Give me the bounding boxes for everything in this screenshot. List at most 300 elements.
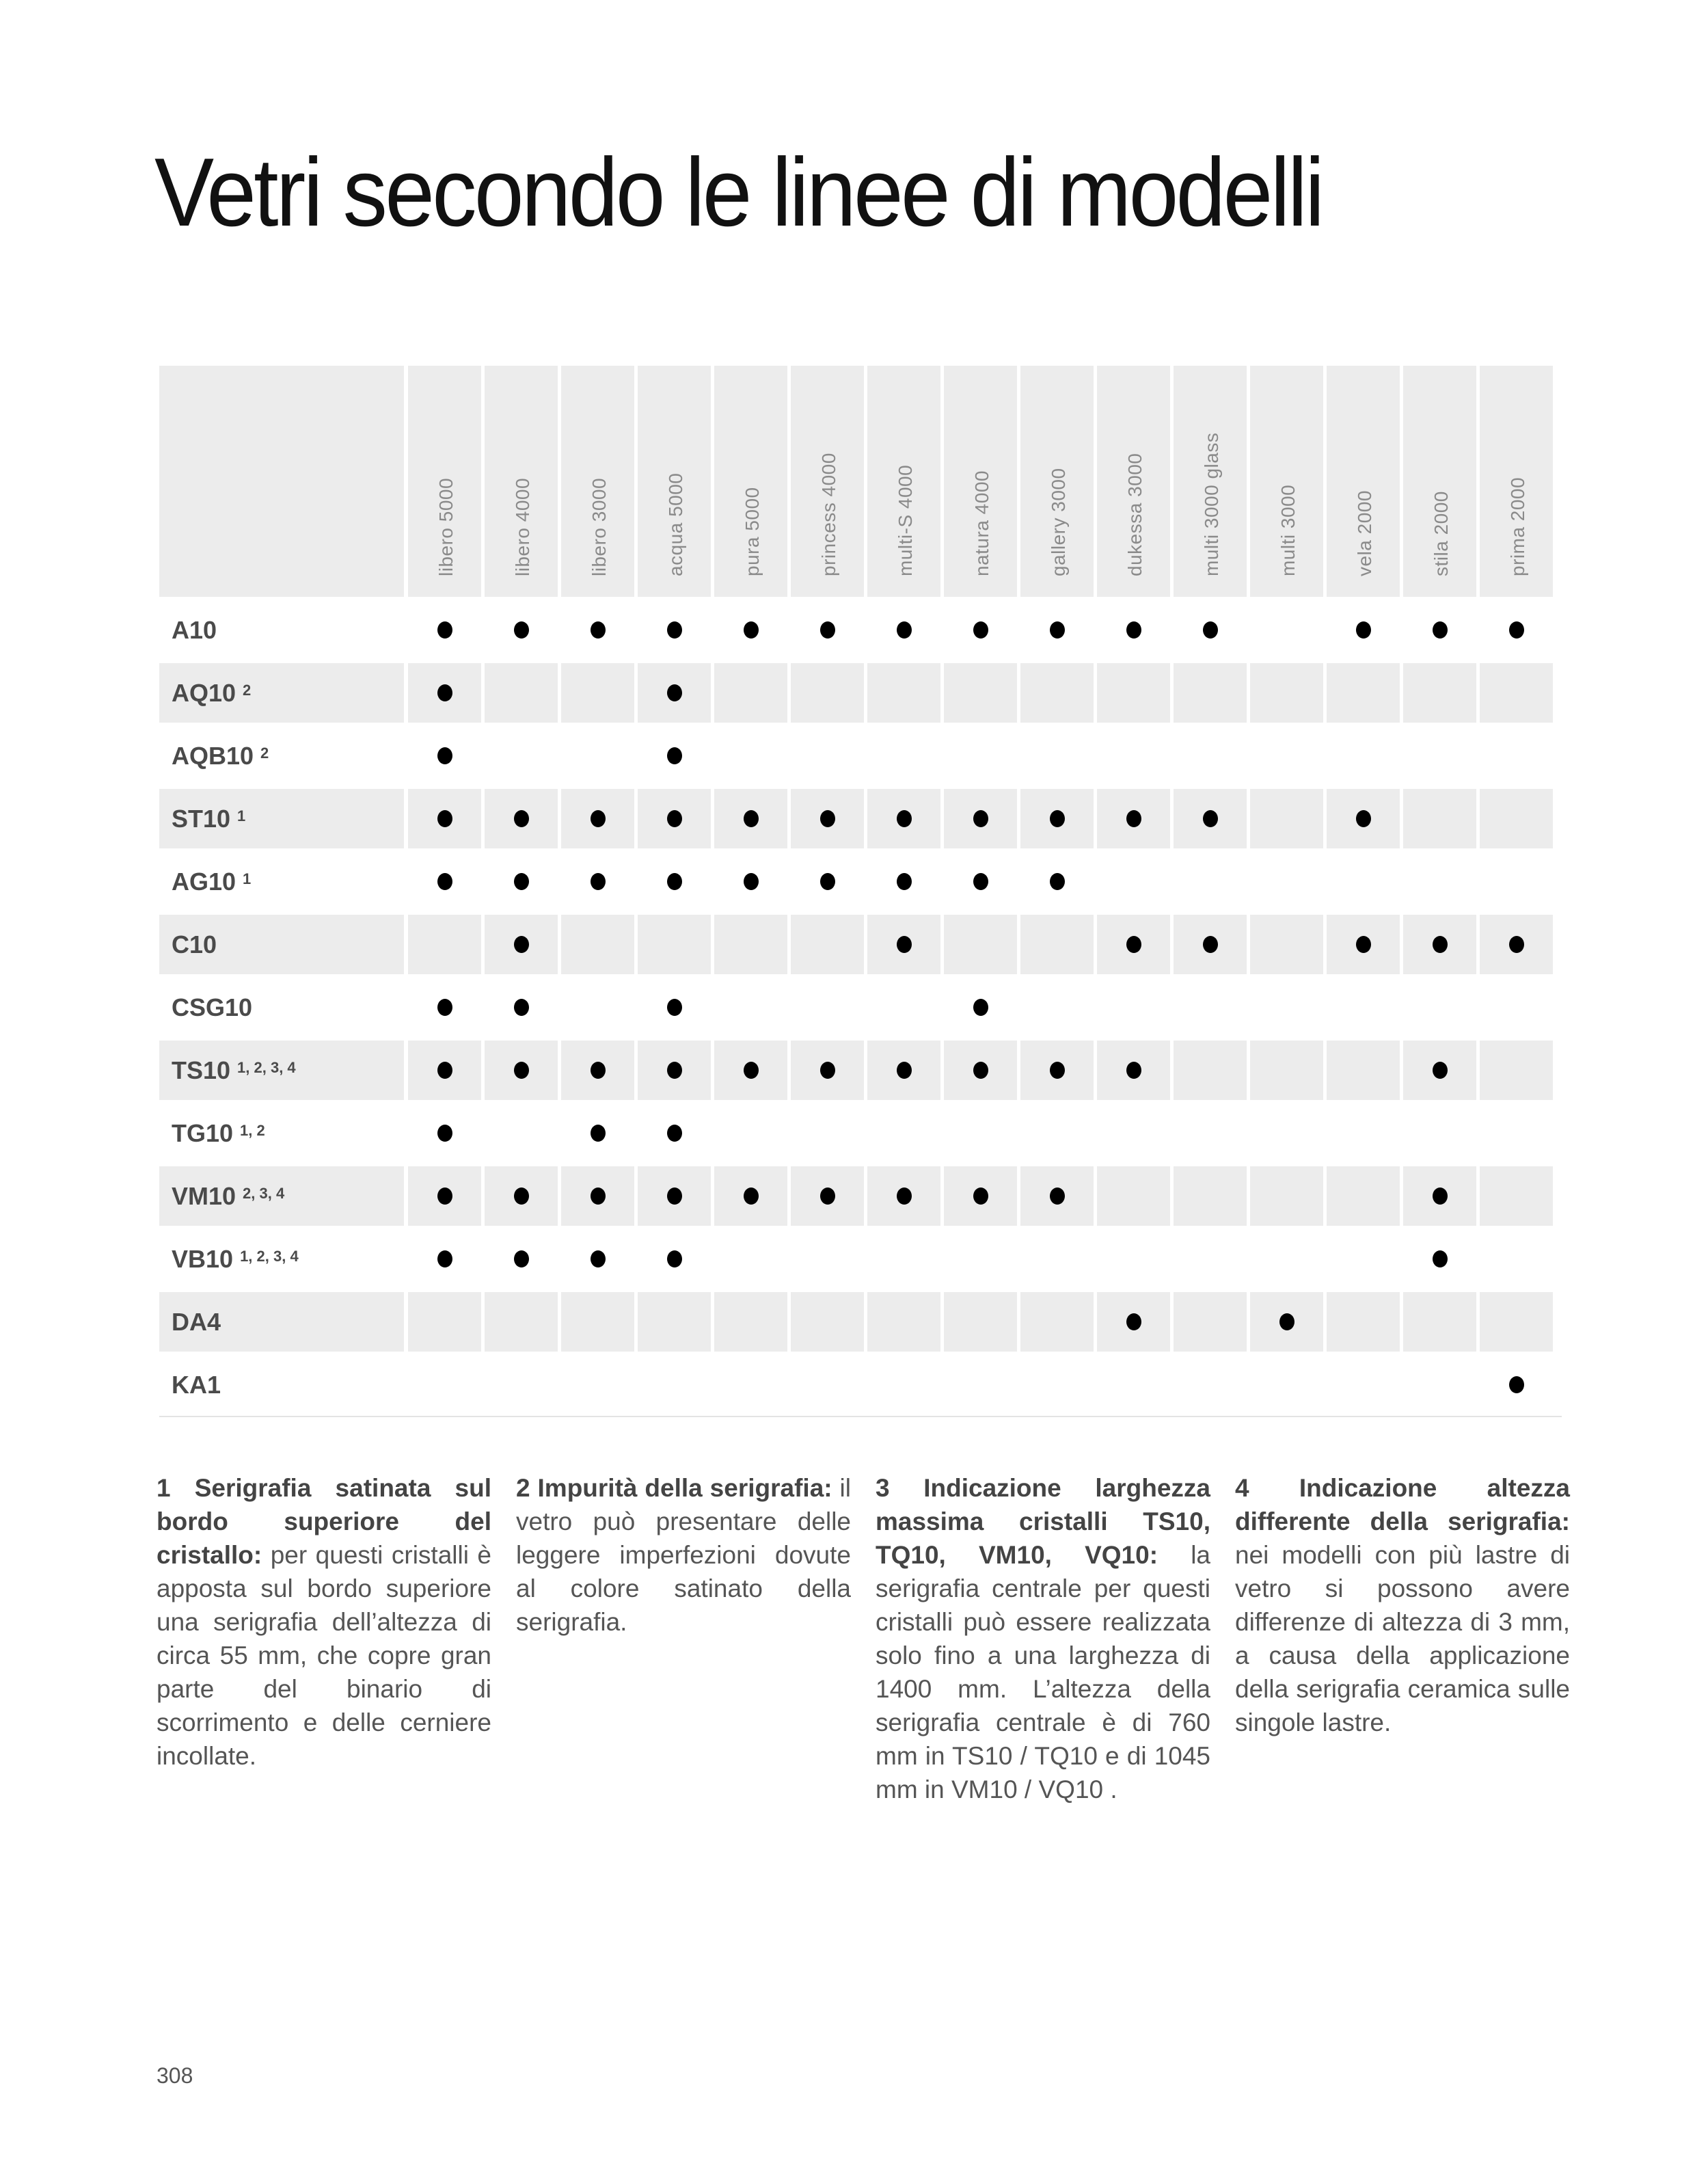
- availability-dot-icon: [667, 810, 682, 827]
- table-cell: [867, 1229, 940, 1289]
- table-cell: [638, 978, 711, 1037]
- table-cell: [1174, 978, 1247, 1037]
- table-cell: [1174, 663, 1247, 723]
- availability-dot-icon: [1050, 621, 1065, 639]
- table-cell: [1327, 663, 1400, 723]
- table-cell: [1174, 915, 1247, 974]
- footnote-ref: 1, 2, 3, 4: [237, 1058, 296, 1076]
- table-cell: [1020, 1292, 1094, 1352]
- availability-dot-icon: [820, 810, 835, 827]
- footnote-heading: 2 Impurità della serigrafia:: [516, 1474, 832, 1502]
- glass-type-name: AQB10: [172, 741, 254, 770]
- table-cell: [1480, 1229, 1553, 1289]
- table-cell: [867, 978, 940, 1037]
- table-cell: [1250, 978, 1323, 1037]
- table-cell: [408, 852, 481, 911]
- availability-dot-icon: [1050, 810, 1065, 827]
- table-cell: [408, 1229, 481, 1289]
- table-cell: [1020, 600, 1094, 660]
- availability-dot-icon: [591, 873, 606, 890]
- column-header: [1403, 366, 1476, 597]
- table-cell: [1480, 1103, 1553, 1163]
- column-header-label: libero 4000: [511, 477, 533, 576]
- table-cell: [1327, 1041, 1400, 1100]
- availability-dot-icon: [591, 1125, 606, 1142]
- footnote-2: [516, 1471, 851, 1806]
- row-label: [159, 789, 404, 848]
- table-cell: [638, 1166, 711, 1226]
- column-header-label: vela 2000: [1353, 490, 1375, 576]
- table-cell: [1097, 726, 1170, 786]
- column-header-label: gallery 3000: [1047, 468, 1069, 576]
- table-cell: [408, 789, 481, 848]
- availability-dot-icon: [1433, 936, 1448, 953]
- footnote-text: per questi cristalli è apposta sul bordo superiore una serigrafia dell’altezza di circa 55 mm, che copre gran parte del binario di scorrimento e delle cerniere incollate.: [157, 1541, 491, 1770]
- table-cell: [1020, 663, 1094, 723]
- header-corner: [159, 366, 404, 597]
- availability-dot-icon: [1126, 810, 1141, 827]
- table-cell: [944, 1041, 1017, 1100]
- table-cell: [1250, 1103, 1323, 1163]
- availability-dot-icon: [1050, 1062, 1065, 1079]
- table-cell: [1020, 1103, 1094, 1163]
- table-cell: [1327, 1292, 1400, 1352]
- table-cell: [485, 978, 558, 1037]
- column-header-label: stila 2000: [1430, 491, 1452, 576]
- table-cell: [1020, 978, 1094, 1037]
- table-cell: [1403, 978, 1476, 1037]
- table-cell: [1327, 852, 1400, 911]
- table-cell: [1250, 915, 1323, 974]
- table-cell: [1020, 1166, 1094, 1226]
- availability-dot-icon: [437, 747, 452, 764]
- availability-dot-icon: [591, 1062, 606, 1079]
- glass-type-name: CSG10: [172, 993, 253, 1021]
- glass-type-name: AG10: [172, 867, 236, 896]
- table-cell: [1020, 1355, 1094, 1414]
- availability-dot-icon: [667, 999, 682, 1016]
- table-body: [159, 600, 1562, 1414]
- table-cell: [485, 1292, 558, 1352]
- availability-dot-icon: [973, 999, 988, 1016]
- footnote-ref: 1, 2, 3, 4: [240, 1247, 299, 1265]
- table-cell: [1327, 1166, 1400, 1226]
- availability-dot-icon: [973, 810, 988, 827]
- availability-dot-icon: [437, 999, 452, 1016]
- availability-dot-icon: [1433, 1062, 1448, 1079]
- availability-dot-icon: [897, 936, 912, 953]
- table-bottom-rule: [159, 1416, 1562, 1417]
- table-cell: [944, 978, 1017, 1037]
- table-cell: [1480, 726, 1553, 786]
- table-cell: [638, 789, 711, 848]
- column-header: [714, 366, 787, 597]
- availability-dot-icon: [744, 1062, 759, 1079]
- table-cell: [714, 1166, 787, 1226]
- availability-dot-icon: [437, 1187, 452, 1205]
- table-cell: [485, 1166, 558, 1226]
- table-cell: [1174, 1355, 1247, 1414]
- footnote-ref: 2: [260, 744, 269, 762]
- table-cell: [638, 915, 711, 974]
- availability-dot-icon: [437, 873, 452, 890]
- glass-type-name: VM10: [172, 1181, 236, 1210]
- table-cell: [714, 1292, 787, 1352]
- table-cell: [561, 915, 634, 974]
- table-cell: [485, 1103, 558, 1163]
- availability-dot-icon: [744, 1187, 759, 1205]
- table-cell: [408, 1166, 481, 1226]
- table-cell: [791, 663, 864, 723]
- table-cell: [1327, 1355, 1400, 1414]
- availability-dot-icon: [667, 1125, 682, 1142]
- availability-dot-icon: [1356, 936, 1371, 953]
- table-cell: [1480, 789, 1553, 848]
- table-cell: [408, 600, 481, 660]
- availability-dot-icon: [667, 621, 682, 639]
- table-cell: [944, 1103, 1017, 1163]
- row-label: [159, 915, 404, 974]
- availability-dot-icon: [667, 684, 682, 701]
- footnote-ref: 2: [243, 681, 252, 699]
- availability-dot-icon: [1203, 936, 1218, 953]
- availability-dot-icon: [973, 1062, 988, 1079]
- row-label: [159, 1103, 404, 1163]
- footnote-3: [876, 1471, 1210, 1806]
- table-cell: [561, 852, 634, 911]
- table-cell: [714, 1229, 787, 1289]
- column-header-label: princess 4000: [817, 453, 839, 576]
- table-cell: [791, 852, 864, 911]
- availability-dot-icon: [897, 1062, 912, 1079]
- column-header: [1250, 366, 1323, 597]
- table-cell: [714, 852, 787, 911]
- row-label: [159, 1292, 404, 1352]
- table-cell: [1327, 1103, 1400, 1163]
- table-cell: [1020, 852, 1094, 911]
- table-cell: [638, 1292, 711, 1352]
- table-cell: [561, 1292, 634, 1352]
- availability-dot-icon: [897, 810, 912, 827]
- table-cell: [791, 1355, 864, 1414]
- table-cell: [1480, 1355, 1553, 1414]
- footnote-ref: 1: [237, 807, 246, 824]
- column-header: [408, 366, 481, 597]
- page-title: Vetri secondo le linee di modelli: [154, 138, 1323, 247]
- row-label: [159, 726, 404, 786]
- table-cell: [1480, 600, 1553, 660]
- column-header: [1097, 366, 1170, 597]
- table-cell: [867, 1166, 940, 1226]
- table-cell: [944, 663, 1017, 723]
- table-row: [159, 915, 1562, 974]
- table-cell: [1097, 789, 1170, 848]
- availability-dot-icon: [973, 621, 988, 639]
- table-cell: [1174, 789, 1247, 848]
- table-cell: [1403, 852, 1476, 911]
- table-cell: [944, 852, 1017, 911]
- table-cell: [791, 1292, 864, 1352]
- table-cell: [1403, 1229, 1476, 1289]
- availability-dot-icon: [1126, 936, 1141, 953]
- glass-type-name: VB10: [172, 1244, 234, 1273]
- table-cell: [638, 600, 711, 660]
- table-cell: [714, 1103, 787, 1163]
- table-cell: [1097, 1166, 1170, 1226]
- table-cell: [485, 789, 558, 848]
- footnote-heading: 1 Serigrafia satinata sul bordo superiore del cristallo:: [157, 1474, 491, 1569]
- table-cell: [791, 600, 864, 660]
- table-cell: [408, 1103, 481, 1163]
- table-cell: [561, 1229, 634, 1289]
- table-cell: [561, 978, 634, 1037]
- table-cell: [638, 663, 711, 723]
- table-cell: [714, 915, 787, 974]
- table-cell: [944, 1166, 1017, 1226]
- table-cell: [867, 1103, 940, 1163]
- table-cell: [638, 1229, 711, 1289]
- table-cell: [561, 600, 634, 660]
- table-cell: [561, 1103, 634, 1163]
- glass-type-name: TS10: [172, 1056, 231, 1084]
- footnote-text: la serigrafia centrale per questi cristalli può essere realizzata solo fino a una larghezza di 1400 mm. L’altezza della serigrafia centrale è di 760 mm in TS10 / TQ10 e di 1045 mm in VM10 / VQ10 .: [876, 1541, 1210, 1803]
- table-cell: [1480, 1292, 1553, 1352]
- table-cell: [714, 726, 787, 786]
- availability-dot-icon: [667, 747, 682, 764]
- table-row: [159, 663, 1562, 723]
- availability-dot-icon: [437, 684, 452, 701]
- table-cell: [1174, 1103, 1247, 1163]
- availability-dot-icon: [514, 810, 529, 827]
- table-cell: [714, 789, 787, 848]
- table-cell: [1250, 852, 1323, 911]
- table-row: [159, 1229, 1562, 1289]
- column-header: [485, 366, 558, 597]
- table-cell: [1403, 915, 1476, 974]
- table-cell: [867, 726, 940, 786]
- table-cell: [1097, 1103, 1170, 1163]
- glass-type-name: ST10: [172, 804, 231, 833]
- table-cell: [561, 1355, 634, 1414]
- table-cell: [1174, 852, 1247, 911]
- availability-dot-icon: [820, 1062, 835, 1079]
- table-cell: [638, 1103, 711, 1163]
- table-cell: [561, 1166, 634, 1226]
- table-cell: [791, 726, 864, 786]
- table-row: [159, 1166, 1562, 1226]
- availability-dot-icon: [1126, 1313, 1141, 1330]
- table-cell: [1480, 663, 1553, 723]
- table-cell: [638, 852, 711, 911]
- table-cell: [1403, 600, 1476, 660]
- table-cell: [408, 978, 481, 1037]
- table-cell: [1097, 852, 1170, 911]
- footnote-text: nei modelli con più lastre di vetro si possono avere differenze di altezza di 3 mm, a causa della applicazione della serigrafia ceramica sulle singole lastre.: [1235, 1541, 1570, 1736]
- table-cell: [867, 600, 940, 660]
- availability-dot-icon: [514, 936, 529, 953]
- table-cell: [1480, 978, 1553, 1037]
- table-cell: [485, 1355, 558, 1414]
- glass-type-name: DA4: [172, 1307, 221, 1336]
- table-cell: [1097, 1292, 1170, 1352]
- table-cell: [944, 789, 1017, 848]
- table-cell: [714, 978, 787, 1037]
- table-row: [159, 1292, 1562, 1352]
- availability-dot-icon: [1509, 1376, 1524, 1393]
- table-cell: [714, 1041, 787, 1100]
- table-cell: [561, 789, 634, 848]
- table-header: [159, 366, 1562, 597]
- table-cell: [791, 915, 864, 974]
- table-cell: [1480, 852, 1553, 911]
- column-header: [1174, 366, 1247, 597]
- table-cell: [1327, 600, 1400, 660]
- table-cell: [485, 600, 558, 660]
- footnote-ref: 1, 2: [240, 1121, 265, 1139]
- availability-dot-icon: [437, 621, 452, 639]
- table-cell: [791, 789, 864, 848]
- table-row: [159, 852, 1562, 911]
- availability-dot-icon: [1203, 810, 1218, 827]
- column-header-label: libero 3000: [588, 477, 610, 576]
- table-cell: [1327, 1229, 1400, 1289]
- table-cell: [714, 600, 787, 660]
- table-cell: [561, 1041, 634, 1100]
- table-cell: [944, 600, 1017, 660]
- table-cell: [1327, 726, 1400, 786]
- table-cell: [408, 726, 481, 786]
- availability-dot-icon: [973, 873, 988, 890]
- availability-dot-icon: [514, 1187, 529, 1205]
- table-cell: [408, 1292, 481, 1352]
- availability-dot-icon: [1126, 621, 1141, 639]
- table-cell: [1250, 600, 1323, 660]
- table-cell: [1403, 1292, 1476, 1352]
- table-cell: [714, 1355, 787, 1414]
- column-header: [1020, 366, 1094, 597]
- table-cell: [1174, 1041, 1247, 1100]
- availability-dot-icon: [820, 621, 835, 639]
- table-cell: [1403, 1355, 1476, 1414]
- table-cell: [944, 1292, 1017, 1352]
- table-cell: [1020, 915, 1094, 974]
- column-header-label: dukessa 3000: [1124, 453, 1146, 576]
- table-row: [159, 789, 1562, 848]
- table-cell: [1403, 1103, 1476, 1163]
- table-cell: [867, 852, 940, 911]
- table-cell: [1403, 789, 1476, 848]
- table-cell: [1097, 1355, 1170, 1414]
- glass-model-table: [159, 366, 1562, 1417]
- availability-dot-icon: [1050, 873, 1065, 890]
- table-cell: [867, 663, 940, 723]
- table-cell: [867, 1292, 940, 1352]
- glass-type-name: TG10: [172, 1118, 234, 1147]
- availability-dot-icon: [514, 1062, 529, 1079]
- table-cell: [638, 726, 711, 786]
- footnote-heading: 4 Indicazione altezza differente della serigrafia:: [1235, 1474, 1570, 1535]
- availability-dot-icon: [820, 1187, 835, 1205]
- row-label: [159, 978, 404, 1037]
- table-cell: [485, 726, 558, 786]
- table-cell: [944, 915, 1017, 974]
- availability-dot-icon: [514, 621, 529, 639]
- glass-type-name: AQ10: [172, 678, 236, 707]
- footnotes: [157, 1471, 1595, 1806]
- table-cell: [1403, 1041, 1476, 1100]
- table-cell: [1480, 915, 1553, 974]
- table-cell: [638, 1041, 711, 1100]
- table-row: [159, 1103, 1562, 1163]
- table-cell: [867, 1041, 940, 1100]
- availability-dot-icon: [1433, 1187, 1448, 1205]
- table-cell: [791, 1166, 864, 1226]
- availability-dot-icon: [667, 1250, 682, 1267]
- table-cell: [1020, 726, 1094, 786]
- availability-dot-icon: [437, 1250, 452, 1267]
- table-cell: [867, 915, 940, 974]
- footnote-ref: 2, 3, 4: [243, 1184, 285, 1202]
- availability-dot-icon: [667, 873, 682, 890]
- availability-dot-icon: [514, 1250, 529, 1267]
- table-cell: [791, 978, 864, 1037]
- column-header-label: acqua 5000: [664, 472, 686, 576]
- column-header-label: multi-S 4000: [894, 464, 916, 576]
- table-cell: [1097, 663, 1170, 723]
- availability-dot-icon: [744, 621, 759, 639]
- table-cell: [1327, 789, 1400, 848]
- table-cell: [1097, 915, 1170, 974]
- availability-dot-icon: [591, 810, 606, 827]
- glass-type-name: A10: [172, 615, 217, 644]
- availability-dot-icon: [437, 810, 452, 827]
- table-cell: [1250, 726, 1323, 786]
- availability-dot-icon: [897, 873, 912, 890]
- availability-dot-icon: [1433, 621, 1448, 639]
- table-cell: [944, 1229, 1017, 1289]
- table-cell: [561, 726, 634, 786]
- availability-dot-icon: [1509, 936, 1524, 953]
- table-cell: [1403, 663, 1476, 723]
- availability-dot-icon: [897, 1187, 912, 1205]
- availability-dot-icon: [1433, 1250, 1448, 1267]
- column-header: [944, 366, 1017, 597]
- row-label: [159, 1229, 404, 1289]
- table-cell: [1174, 1166, 1247, 1226]
- glass-type-name: KA1: [172, 1370, 221, 1399]
- table-cell: [1480, 1166, 1553, 1226]
- availability-dot-icon: [667, 1187, 682, 1205]
- row-label: [159, 1355, 404, 1414]
- table-cell: [485, 663, 558, 723]
- column-header-label: libero 5000: [435, 477, 457, 576]
- table-row: [159, 1041, 1562, 1100]
- column-header-label: multi 3000: [1277, 484, 1299, 576]
- table-cell: [1480, 1041, 1553, 1100]
- table-cell: [1097, 978, 1170, 1037]
- availability-dot-icon: [437, 1062, 452, 1079]
- availability-dot-icon: [744, 810, 759, 827]
- table-row: [159, 1355, 1562, 1414]
- table-cell: [1174, 1292, 1247, 1352]
- table-cell: [791, 1229, 864, 1289]
- column-header: [638, 366, 711, 597]
- table-cell: [1174, 726, 1247, 786]
- column-header: [867, 366, 940, 597]
- row-label: [159, 852, 404, 911]
- footnote-text: il vetro può presentare delle leggere imperfezioni dovute al colore satinato della serigrafia.: [516, 1474, 851, 1636]
- table-cell: [1097, 1229, 1170, 1289]
